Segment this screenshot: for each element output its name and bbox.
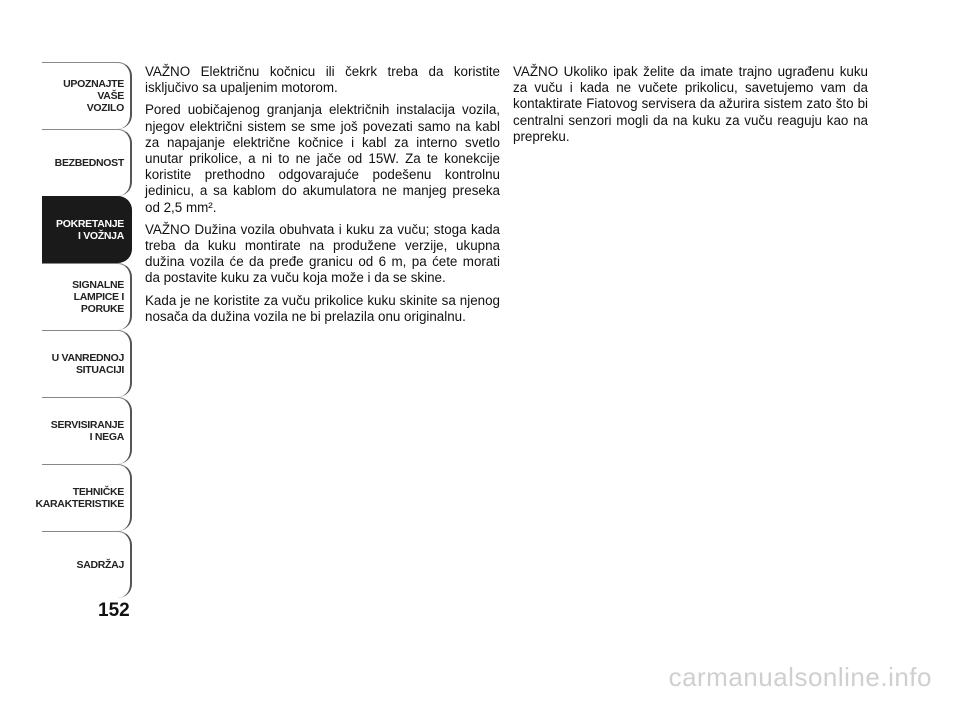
paragraph: VAŽNO Ukoliko ipak želite da imate trajno ugrađenu kuku za vuču i kada ne vučete prikolicu, savetujemo vam da kontaktirate Fiatovog servisera da ažurira sistem zato što bi centralni senzori mogli da na kuku za vuču reaguju kao na prepreku.	[513, 64, 868, 144]
chapter-tabs	[35, 62, 132, 598]
tab-label: U VANREDNOJ SITUACIJI	[51, 352, 124, 376]
tab-tehnicke-karakteristike[interactable]	[35, 464, 132, 531]
tab-u-vanrednoj-situaciji[interactable]	[42, 330, 132, 397]
tab-upoznajte-vase-vozilo[interactable]	[42, 62, 132, 129]
watermark: carmanualsonline.info	[668, 662, 932, 692]
tab-label: POKRETANJE I VOŽNJA	[56, 218, 124, 242]
paragraph: Pored uobičajenog granjanja električnih instalacija vozila, njegov električni sistem se sme još povezati samo na kabl za napajanje električne kočnice i kabl za interno svetlo unutar prikolice, a ni to ne jače od 15W. Za te konekcije koristite prethodno odgovarajuće podešenu kontrolnu jedinicu, a sa kablom do akumulatora ne manjeg preseka od 2,5 mm².	[145, 102, 500, 215]
left-column	[145, 64, 500, 331]
tab-label: TEHNIČKE KARAKTERISTIKE	[35, 486, 124, 510]
tab-label: SADRŽAJ	[76, 559, 124, 571]
tab-label: SERVISIRANJE I NEGA	[50, 419, 124, 443]
paragraph: VAŽNO Električnu kočnicu ili čekrk treba da koristite isključivo sa upaljenim motorom.	[145, 64, 500, 96]
tab-label: UPOZNAJTE VAŠE VOZILO	[63, 78, 124, 114]
paragraph: VAŽNO Dužina vozila obuhvata i kuku za vuču; stoga kada treba da kuku montirate na produžene verzije, ukupna dužina vozila će da pređe granicu od 6 m, pa ćete morati da postavite kuku za vuču koja može i da se skine.	[145, 221, 500, 286]
tab-bezbednost[interactable]	[42, 129, 132, 196]
page-number: 152	[98, 600, 130, 621]
tab-signalne-lampice[interactable]	[42, 263, 132, 330]
tab-servisiranje-i-nega[interactable]	[42, 397, 132, 464]
tab-pokretanje-i-voznja[interactable]	[42, 196, 132, 263]
right-column	[513, 64, 868, 151]
tab-label: SIGNALNE LAMPICE I PORUKE	[72, 279, 124, 315]
tab-label: BEZBEDNOST	[54, 157, 124, 169]
paragraph: Kada je ne koristite za vuču prikolice kuku skinite sa njenog nosača da dužina vozila ne bi prelazila onu originalnu.	[145, 292, 500, 324]
tab-sadrzaj[interactable]	[42, 531, 132, 598]
